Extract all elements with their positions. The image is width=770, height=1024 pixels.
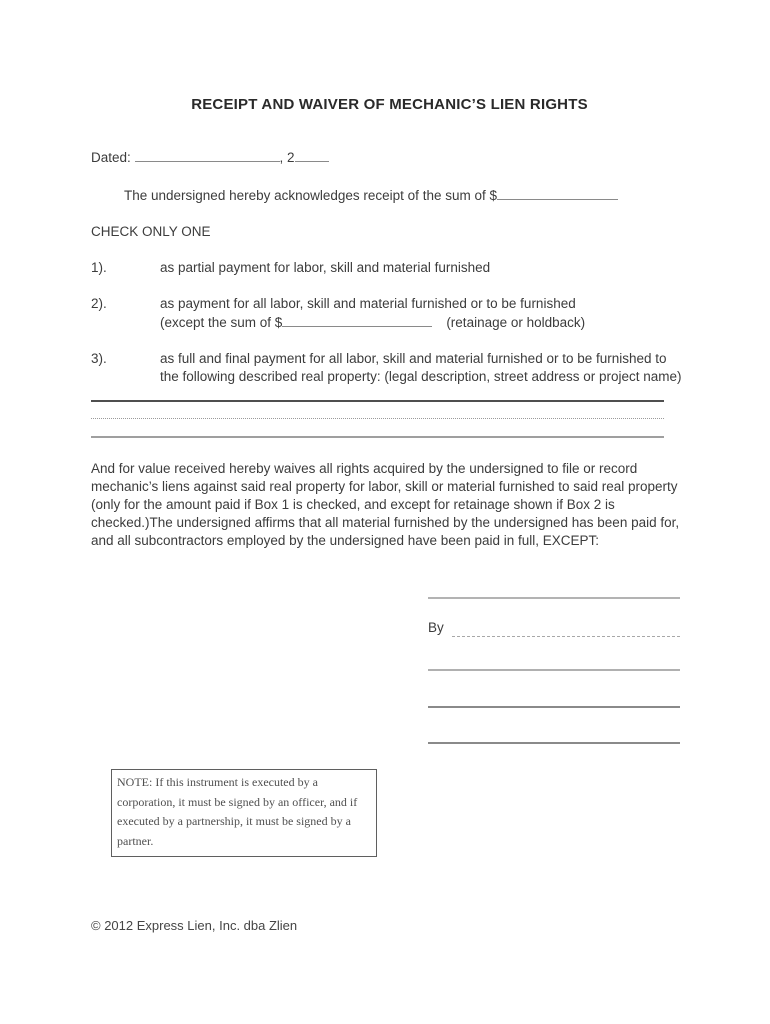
property-description-line-2[interactable] <box>91 418 664 419</box>
signature-line-4[interactable] <box>428 742 680 744</box>
check-only-one-heading: CHECK ONLY ONE <box>91 224 211 239</box>
option-2-body <box>160 295 688 332</box>
option-3-number: 3). <box>91 351 107 366</box>
by-label: By <box>428 620 444 635</box>
dated-label: Dated: <box>91 150 131 165</box>
by-signature-blank[interactable] <box>452 623 680 637</box>
option-1-text: as partial payment for labor, skill and material furnished <box>160 260 491 275</box>
receipt-sum-blank[interactable] <box>497 186 618 200</box>
by-row <box>428 619 680 637</box>
option-2-line2 <box>160 313 688 332</box>
dated-row <box>91 148 688 167</box>
property-description-line-1[interactable] <box>91 400 664 402</box>
option-1 <box>91 259 688 277</box>
option-3 <box>91 350 688 386</box>
option-2-number: 2). <box>91 296 107 311</box>
receipt-sum-text: The undersigned hereby acknowledges receipt of the sum of $ <box>124 188 497 203</box>
dated-date-blank[interactable] <box>135 148 280 162</box>
dated-year-prefix: , 2 <box>279 150 295 165</box>
document-title: RECEIPT AND WAIVER OF MECHANIC’S LIEN RIGHTS <box>191 96 588 113</box>
retainage-sum-blank[interactable] <box>282 313 432 327</box>
copyright-footer: © 2012 Express Lien, Inc. dba Zlien <box>91 918 298 933</box>
option-3-text: as full and final payment for all labor, skill and material furnished or to be furnished to the following described real property: (legal description, street address or project name) <box>160 351 682 384</box>
property-description-line-3[interactable] <box>91 436 664 438</box>
signature-line-1[interactable] <box>428 597 680 599</box>
option-2-line2-suffix: (retainage or holdback) <box>446 315 586 330</box>
note-box: NOTE: If this instrument is executed by a corporation, it must be signed by an officer, and if executed by a partnership, it must be signed by a partner. <box>111 769 377 857</box>
option-1-number: 1). <box>91 260 107 275</box>
dated-year-blank[interactable] <box>295 148 329 162</box>
signature-line-2[interactable] <box>428 669 680 671</box>
option-2-line1: as payment for all labor, skill and material furnished or to be furnished <box>160 296 576 311</box>
receipt-sum-row <box>91 186 688 205</box>
option-2 <box>91 295 688 332</box>
signature-block <box>428 597 680 744</box>
waiver-paragraph: And for value received hereby waives all rights acquired by the undersigned to file or record mechanic’s liens against said real property for labor, skill or material furnished to said real property (only for the amount paid if Box 1 is checked, and except for retainage shown if Box 2 is checked.)The undersigned affirms that all material furnished by the undersigned has been paid for, and all subcontractors employed by the undersigned have been paid in full, EXCEPT: <box>91 461 680 548</box>
option-2-line2-prefix: (except the sum of $ <box>160 315 283 330</box>
signature-line-3[interactable] <box>428 706 680 708</box>
